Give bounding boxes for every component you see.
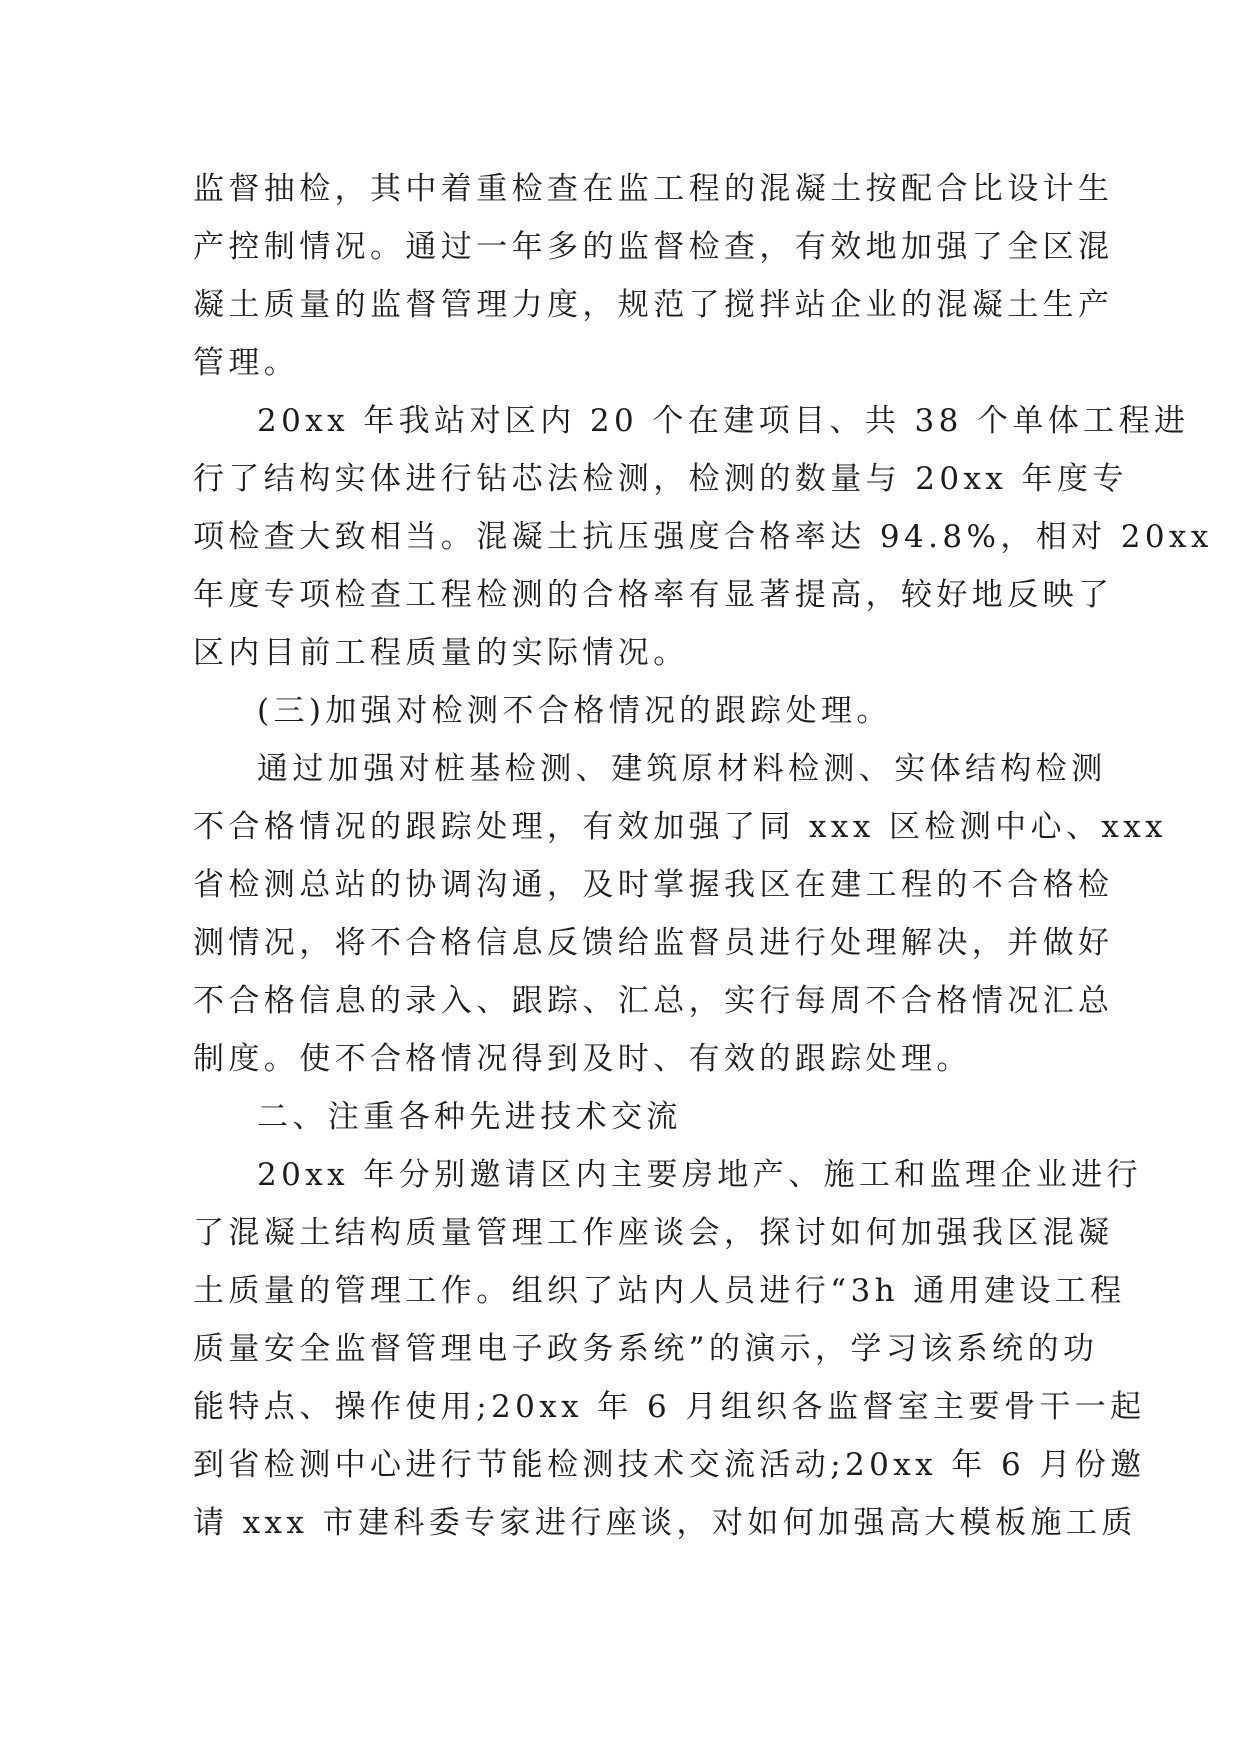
text-line: 20xx 年分别邀请区内主要房地产、施工和监理企业进行 [257, 1157, 1143, 1193]
text-line: 区内目前工程质量的实际情况。 [193, 635, 689, 671]
text-line: 土质量的管理工作。组织了站内人员进行“3h 通用建设工程 [193, 1273, 1126, 1309]
text-line: 制度。使不合格情况得到及时、有效的跟踪处理。 [193, 1041, 972, 1077]
text-line: 项检查大致相当。混凝土抗压强度合格率达 94.8%，相对 20xx [193, 519, 1213, 555]
text-line: 质量安全监督管理电子政务系统”的演示，学习该系统的功 [193, 1331, 1099, 1367]
text-line: 能特点、操作使用;20xx 年 6 月组织各监督室主要骨干一起 [193, 1389, 1146, 1425]
text-line: 了混凝土结构质量管理工作座谈会，探讨如何加强我区混凝 [193, 1215, 1114, 1251]
text-line: (三)加强对检测不合格情况的跟踪处理。 [257, 693, 892, 729]
text-line: 到省检测中心进行节能检测技术交流活动;20xx 年 6 月份邀 [193, 1447, 1146, 1483]
text-line: 通过加强对桩基检测、建筑原材料检测、实体结构检测 [257, 751, 1107, 787]
text-line: 监督抽检，其中着重检查在监工程的混凝土按配合比设计生 [193, 171, 1114, 207]
text-line: 不合格信息的录入、跟踪、汇总，实行每周不合格情况汇总 [193, 983, 1114, 1019]
text-line: 二、注重各种先进技术交流 [257, 1099, 682, 1135]
text-line: 测情况，将不合格信息反馈给监督员进行处理解决，并做好 [193, 925, 1114, 961]
text-line: 20xx 年我站对区内 20 个在建项目、共 38 个单体工程进 [257, 403, 1190, 439]
text-line: 省检测总站的协调沟通，及时掌握我区在建工程的不合格检 [193, 867, 1114, 903]
text-line: 请 xxx 市建科委专家进行座谈，对如何加强高大模板施工质 [193, 1505, 1137, 1541]
body-text [193, 160, 1213, 1552]
text-line: 产控制情况。通过一年多的监督检查，有效地加强了全区混 [193, 229, 1114, 265]
text-line: 行了结构实体进行钻芯法检测，检测的数量与 20xx 年度专 [193, 461, 1128, 497]
text-line: 不合格情况的跟踪处理，有效加强了同 xxx 区检测中心、xxx [193, 809, 1168, 845]
text-line: 年度专项检查工程检测的合格率有显著提高，较好地反映了 [193, 577, 1114, 613]
text-line: 凝土质量的监督管理力度，规范了搅拌站企业的混凝土生产 [193, 287, 1114, 323]
text-line: 管理。 [193, 345, 300, 381]
